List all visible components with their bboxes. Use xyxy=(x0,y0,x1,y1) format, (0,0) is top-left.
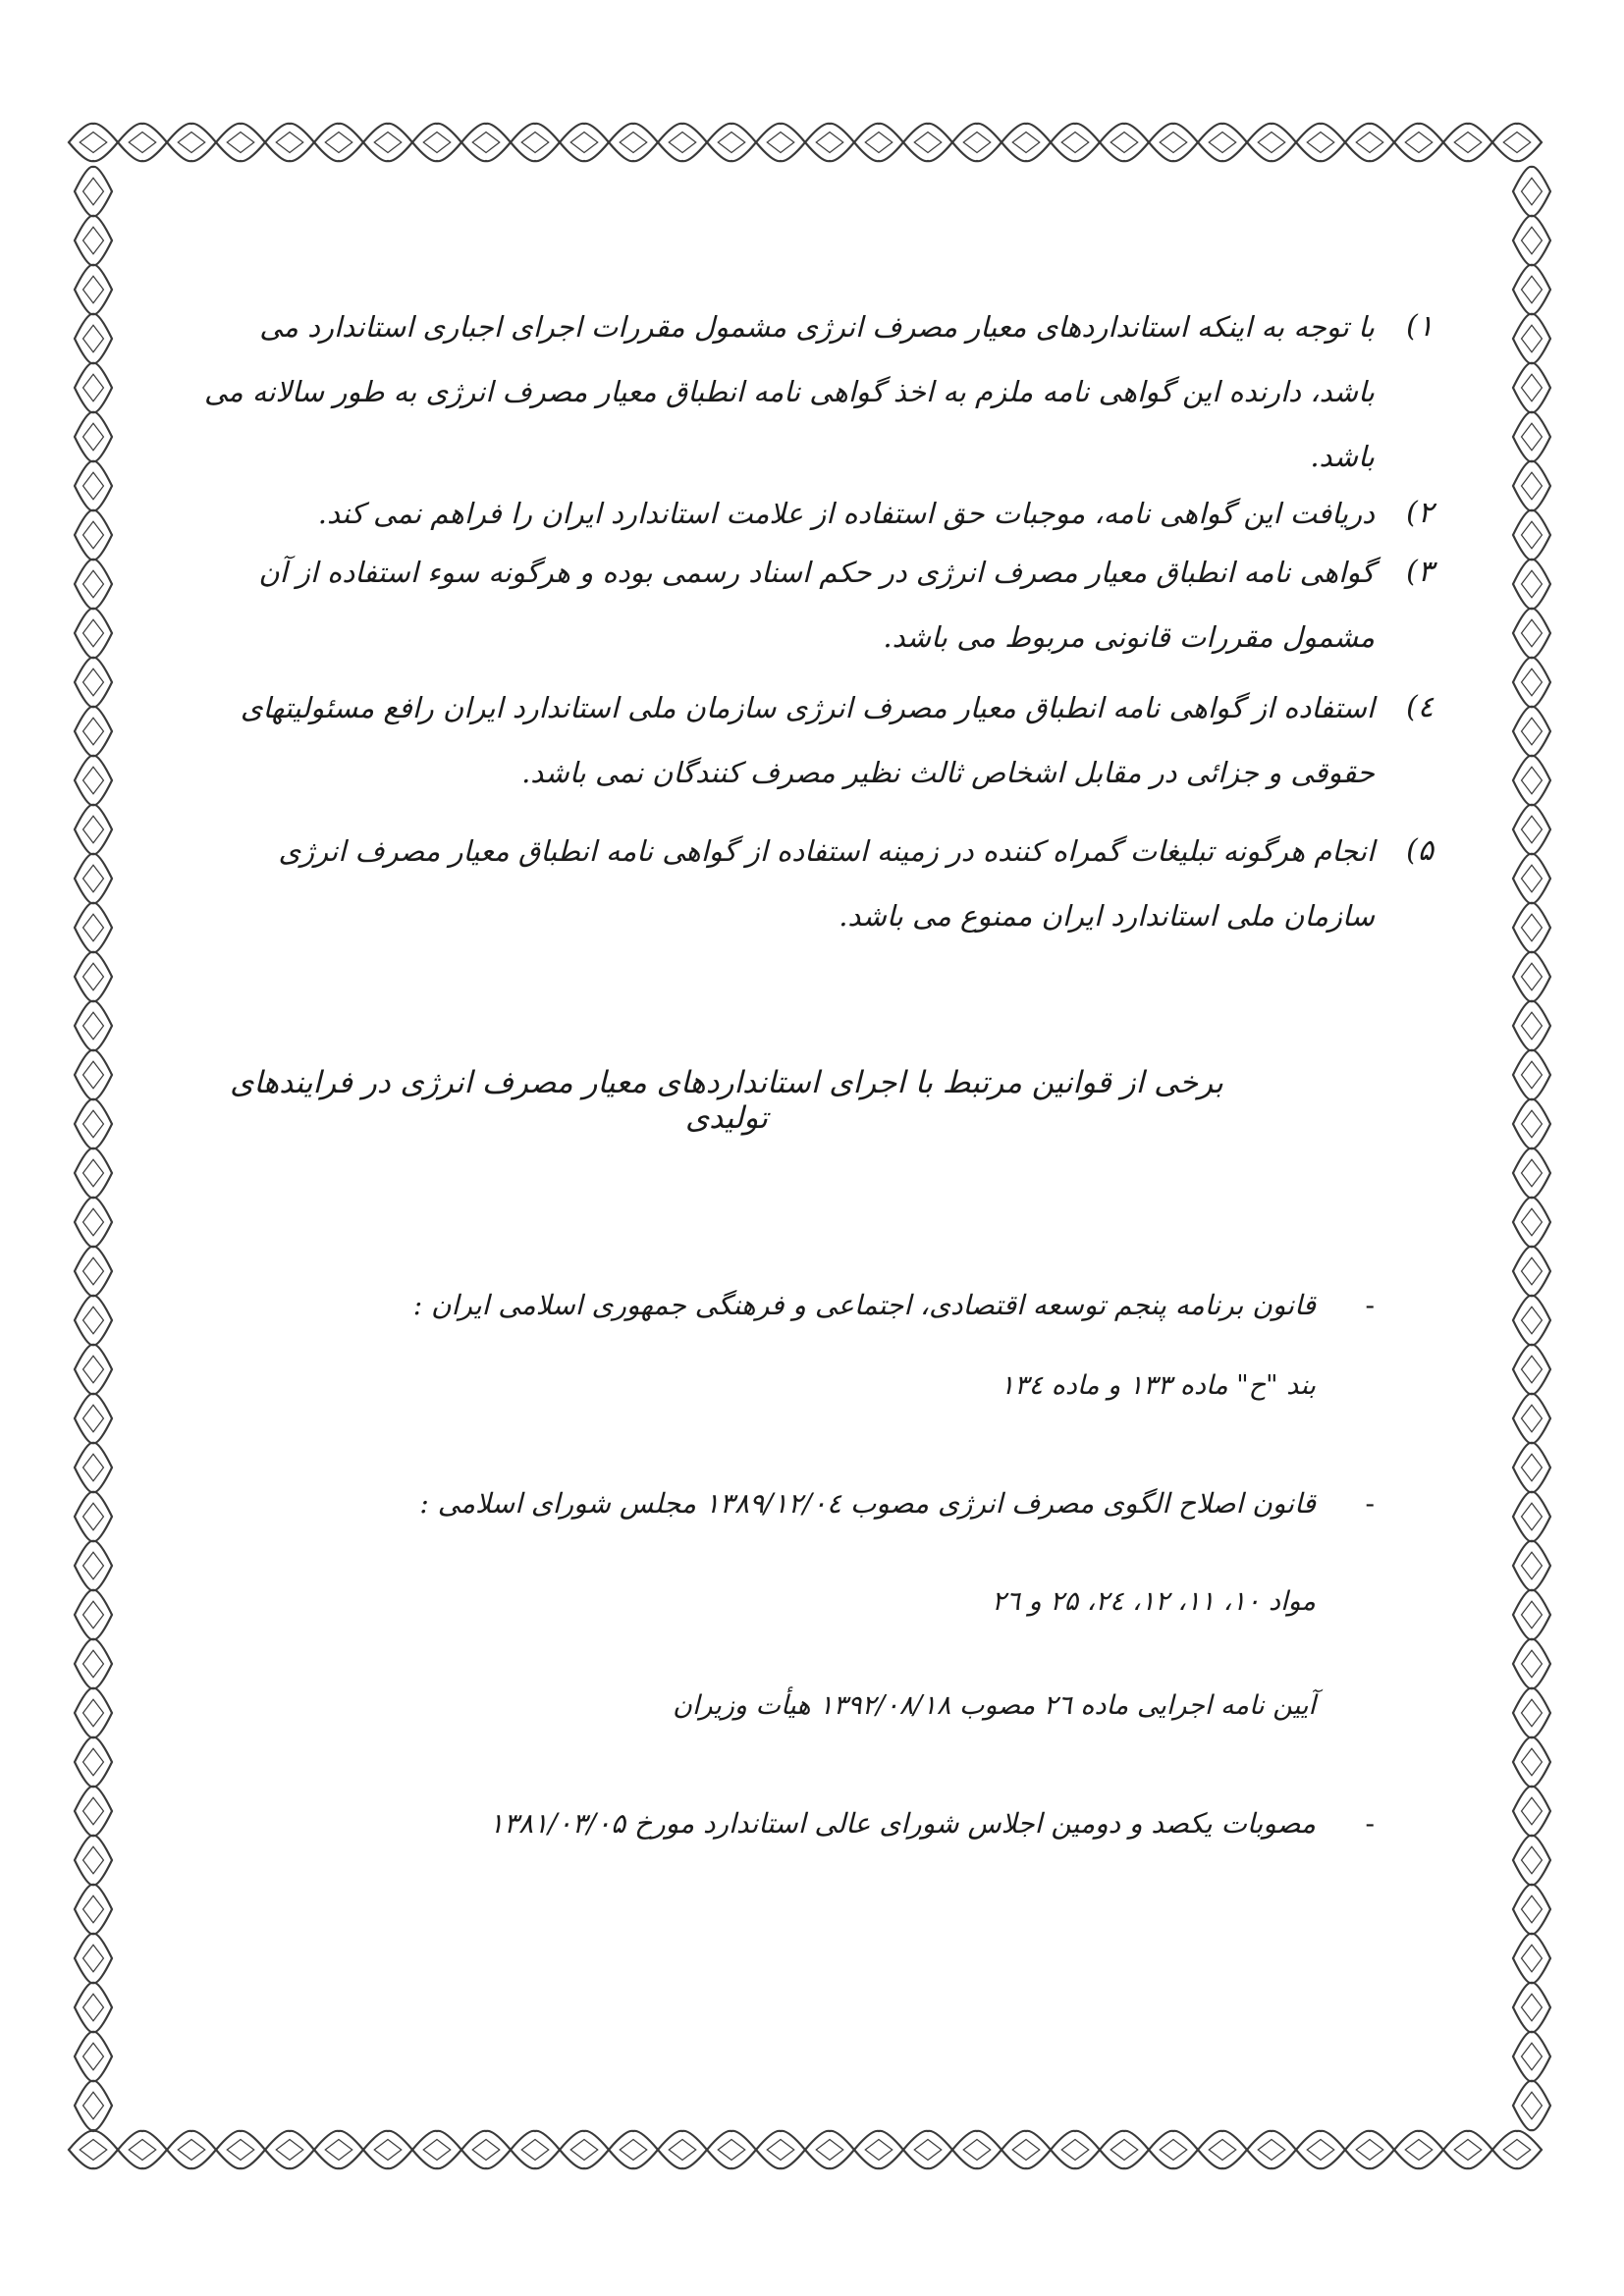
border-motif xyxy=(1051,2131,1100,2168)
law-item-energy-consumption-reform xyxy=(187,1474,1375,1533)
border-motif xyxy=(1513,1787,1550,1836)
border-motif xyxy=(1513,2081,1550,2130)
border-motif xyxy=(1513,1492,1550,1541)
border-motif xyxy=(854,2131,903,2168)
border-motif xyxy=(1513,756,1550,805)
border-motif xyxy=(75,167,112,216)
border-motif xyxy=(1513,854,1550,903)
border-motif xyxy=(1001,124,1051,161)
border-motif xyxy=(75,658,112,707)
border-motif xyxy=(216,2131,265,2168)
border-motif xyxy=(75,265,112,314)
border-motif xyxy=(1513,216,1550,265)
law-articles: مواد ۱۰، ۱۱، ۱۲، ۲٤، ۲۵ و ۲٦ xyxy=(991,1586,1316,1617)
border-motif xyxy=(75,1492,112,1541)
border-motif xyxy=(75,216,112,265)
border-motif xyxy=(707,124,756,161)
border-motif xyxy=(1492,2131,1542,2168)
clause-number: ۲) xyxy=(1406,496,1434,530)
clause-number: ۳) xyxy=(1406,555,1434,589)
border-motif xyxy=(1513,265,1550,314)
border-motif xyxy=(75,1345,112,1394)
border-motif xyxy=(75,363,112,412)
clause-4 xyxy=(187,675,1434,805)
border-motif xyxy=(560,124,609,161)
border-motif xyxy=(75,1541,112,1590)
border-motif xyxy=(1513,1590,1550,1639)
border-motif xyxy=(560,2131,609,2168)
border-motif xyxy=(1513,314,1550,363)
law-title: قانون اصلاح الگوی مصرف انرژی مصوب ۱۳۸۹/۱۲/۰٤ مجلس شورای اسلامی : xyxy=(419,1487,1316,1520)
border-motif xyxy=(1100,124,1149,161)
border-motif xyxy=(805,124,854,161)
border-motif xyxy=(1513,658,1550,707)
border-motif xyxy=(69,124,118,161)
border-motif xyxy=(75,1394,112,1443)
border-motif xyxy=(1492,124,1542,161)
border-motif xyxy=(167,2131,216,2168)
clause-text: انجام هرگونه تبلیغات گمراه کننده در زمینه استفاده از گواهی نامه انطباق معیار مصرف انرژی سازمان ملی استاندارد ایران ممنوع می باشد. xyxy=(278,834,1375,933)
border-motif xyxy=(1513,1639,1550,1688)
border-motif xyxy=(1513,461,1550,510)
border-motif xyxy=(1513,1688,1550,1737)
border-motif xyxy=(1513,1443,1550,1492)
border-motif xyxy=(1100,2131,1149,2168)
clause-number: ۱) xyxy=(1406,309,1434,344)
border-motif xyxy=(1513,1001,1550,1050)
law-item-standard-council-resolutions xyxy=(187,1794,1375,1853)
border-motif xyxy=(952,2131,1001,2168)
border-motif xyxy=(1394,124,1443,161)
border-motif xyxy=(1513,167,1550,216)
border-motif xyxy=(1513,2032,1550,2081)
border-motif xyxy=(118,2131,167,2168)
border-motif xyxy=(952,124,1001,161)
border-motif xyxy=(75,510,112,560)
border-motif xyxy=(854,124,903,161)
border-motif xyxy=(75,1050,112,1099)
border-motif xyxy=(1513,1296,1550,1345)
border-motif xyxy=(75,1885,112,1934)
border-motif xyxy=(75,1737,112,1787)
border-motif xyxy=(167,124,216,161)
clause-number: ۵) xyxy=(1406,833,1434,868)
law-title: قانون برنامه پنجم توسعه اقتصادی، اجتماعی و فرهنگی جمهوری اسلامی ایران : xyxy=(412,1289,1316,1321)
border-motif xyxy=(1296,2131,1345,2168)
border-motif xyxy=(265,124,314,161)
border-motif xyxy=(75,1639,112,1688)
border-motif xyxy=(75,609,112,658)
border-motif xyxy=(75,707,112,756)
border-motif xyxy=(1443,2131,1492,2168)
border-motif xyxy=(314,124,363,161)
clause-text: استفاده از گواهی نامه انطباق معیار مصرف انرژی سازمان ملی استاندارد ایران رافع مسئولیتهای حقوقی و جزائی در مقابل اشخاص ثالث نظیر مصرف کنندگان نمی باشد. xyxy=(240,691,1375,789)
border-motif xyxy=(1513,805,1550,854)
border-motif xyxy=(1394,2131,1443,2168)
border-motif xyxy=(75,1296,112,1345)
border-motif xyxy=(216,124,265,161)
related-laws-list xyxy=(187,1276,1375,1853)
clause-number: ٤) xyxy=(1406,690,1434,724)
border-motif xyxy=(1513,363,1550,412)
clause-text: با توجه به اینکه استانداردهای معیار مصرف انرژی مشمول مقررات اجرای اجباری استاندارد می باشد، دارنده این گواهی نامه ملزم به اخذ گواهی نامه انطباق معیار مصرف انرژی به طور سالانه می باشد. xyxy=(203,310,1375,473)
border-motif xyxy=(461,2131,511,2168)
border-motif xyxy=(75,756,112,805)
clause-1 xyxy=(187,294,1434,489)
border-motif xyxy=(1513,1541,1550,1590)
border-motif xyxy=(75,1148,112,1198)
border-motif xyxy=(609,124,658,161)
border-motif xyxy=(756,124,805,161)
clause-text: گواهی نامه انطباق معیار مصرف انرژی در حکم اسناد رسمی بوده و هرگونه سوء استفاده از آن مشمول مقررات قانونی مربوط می باشد. xyxy=(258,556,1375,654)
border-motif xyxy=(75,1836,112,1885)
border-motif xyxy=(75,1590,112,1639)
border-motif xyxy=(609,2131,658,2168)
border-motif xyxy=(1247,124,1296,161)
border-motif xyxy=(1296,124,1345,161)
border-motif xyxy=(707,2131,756,2168)
terms-section xyxy=(187,294,1434,948)
border-motif xyxy=(75,1198,112,1247)
section-heading: برخی از قوانین مرتبط با اجرای استانداردهای معیار مصرف انرژی در فرایندهای تولیدی xyxy=(230,1065,1223,1136)
border-motif xyxy=(75,2032,112,2081)
border-motif xyxy=(75,805,112,854)
border-motif xyxy=(1001,2131,1051,2168)
border-motif xyxy=(1513,1198,1550,1247)
border-motif xyxy=(412,124,461,161)
border-motif xyxy=(118,124,167,161)
border-motif xyxy=(314,2131,363,2168)
law-title: مصوبات یکصد و دومین اجلاس شورای عالی استاندارد مورخ ۱۳۸۱/۰۳/۰۵ xyxy=(489,1807,1316,1840)
border-motif xyxy=(75,1247,112,1296)
border-motif xyxy=(1513,412,1550,461)
border-motif xyxy=(1513,560,1550,609)
border-motif xyxy=(511,2131,560,2168)
border-motif xyxy=(658,2131,707,2168)
border-motif xyxy=(1345,2131,1394,2168)
border-motif xyxy=(903,124,952,161)
border-motif xyxy=(1513,1983,1550,2032)
border-motif xyxy=(1247,2131,1296,2168)
border-motif xyxy=(1198,124,1247,161)
border-motif xyxy=(75,1787,112,1836)
border-motif xyxy=(1443,124,1492,161)
border-motif xyxy=(1051,124,1100,161)
border-motif xyxy=(69,2131,118,2168)
law-regulation: آیین نامه اجرایی ماده ۲٦ مصوب ۱۳۹۲/۰۸/۱۸ هیأت وزیران xyxy=(673,1690,1316,1721)
clause-text: دریافت این گواهی نامه، موجبات حق استفاده از علامت استاندارد ایران را فراهم نمی کند. xyxy=(317,497,1375,530)
border-motif xyxy=(461,124,511,161)
border-motif xyxy=(75,412,112,461)
border-motif xyxy=(1513,1099,1550,1148)
border-motif xyxy=(1513,1737,1550,1787)
border-motif xyxy=(1149,2131,1198,2168)
border-motif xyxy=(75,854,112,903)
border-motif xyxy=(1149,124,1198,161)
border-motif xyxy=(903,2131,952,2168)
border-motif xyxy=(75,1934,112,1983)
border-motif xyxy=(1513,1836,1550,1885)
border-motif xyxy=(412,2131,461,2168)
border-motif xyxy=(75,1688,112,1737)
border-motif xyxy=(75,560,112,609)
border-motif xyxy=(75,1443,112,1492)
clause-2 xyxy=(187,481,1434,546)
border-motif xyxy=(75,1001,112,1050)
border-motif xyxy=(1513,707,1550,756)
border-motif xyxy=(1513,952,1550,1001)
border-motif xyxy=(1198,2131,1247,2168)
list-dash: - xyxy=(1365,1807,1375,1840)
border-motif xyxy=(1345,124,1394,161)
border-motif xyxy=(265,2131,314,2168)
clause-3 xyxy=(187,540,1434,669)
border-motif xyxy=(75,2081,112,2130)
border-motif xyxy=(1513,510,1550,560)
border-motif xyxy=(75,1983,112,2032)
border-motif xyxy=(75,314,112,363)
law-articles: بند "ح" ماده ۱۳۳ و ماده ۱۳٤ xyxy=(1000,1370,1316,1401)
border-motif xyxy=(363,124,412,161)
border-motif xyxy=(75,1099,112,1148)
clause-5 xyxy=(187,819,1434,948)
border-motif xyxy=(1513,1394,1550,1443)
border-motif xyxy=(75,461,112,510)
border-motif xyxy=(1513,1934,1550,1983)
law-item-fifth-development-plan xyxy=(187,1276,1375,1335)
border-motif xyxy=(1513,609,1550,658)
border-motif xyxy=(1513,903,1550,952)
border-motif xyxy=(75,952,112,1001)
border-motif xyxy=(1513,1050,1550,1099)
border-motif xyxy=(511,124,560,161)
list-dash: - xyxy=(1365,1289,1375,1321)
border-motif xyxy=(1513,1885,1550,1934)
border-motif xyxy=(756,2131,805,2168)
border-motif xyxy=(1513,1247,1550,1296)
border-motif xyxy=(1513,1148,1550,1198)
border-motif xyxy=(658,124,707,161)
border-motif xyxy=(75,903,112,952)
list-dash: - xyxy=(1365,1487,1375,1520)
border-motif xyxy=(1513,1345,1550,1394)
border-motif xyxy=(805,2131,854,2168)
border-motif xyxy=(363,2131,412,2168)
